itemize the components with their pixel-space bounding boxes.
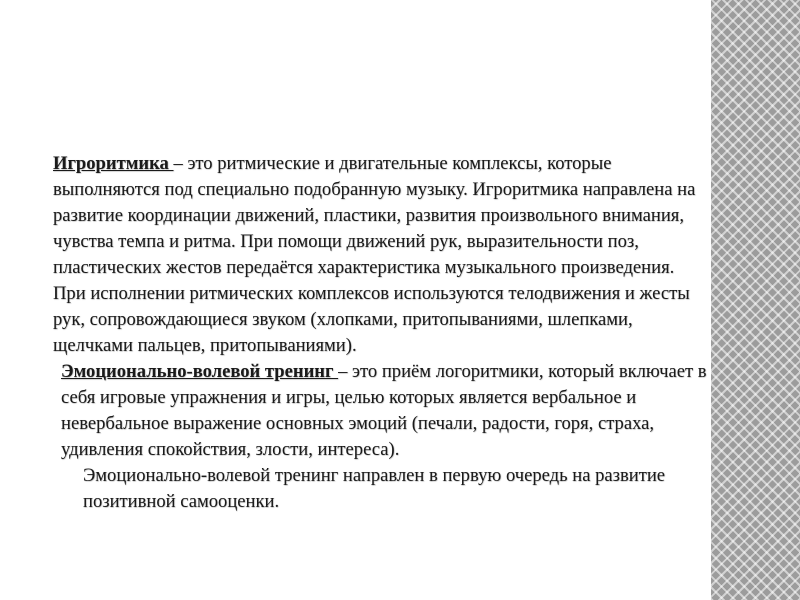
decorative-side-band (711, 0, 800, 600)
paragraph-training-goal (9, 463, 709, 515)
definition-igroritmika: – это ритмические и двигательные комплексы, которые выполняются под специально подобранную музыку. Игроритмика направлена на развитие координации движений, пластики, развития произвольного внимания, чувства темпа и ритма. При помощи движений рук, выразительности поз, пластических жестов передаётся характеристика музыкального произведения. При исполнении ритмических комплексов используются телодвижения и жесты рук, сопровождающиеся звуком (хлопками, притопываниями, шлепками, щелчками пальцев, притопываниями). (53, 153, 696, 356)
slide-body (9, 151, 709, 515)
definition-emotional-training: – это приём логоритмики, который включает в себя игровые упражнения и игры, целью которых является вербальное и невербальное выражение основных эмоций (печали, радости, горя, страха, удивления спокойствия, злости, интереса). (61, 361, 707, 460)
training-goal-text: Эмоционально-волевой тренинг направлен в первую очередь на развитие позитивной самооценки. (83, 465, 666, 512)
term-igroritmika: Игроритмика (53, 153, 174, 174)
term-emotional-training: Эмоционально-волевой тренинг (61, 361, 339, 382)
paragraph-emotional-training (9, 359, 709, 463)
paragraph-igroritmika (9, 151, 709, 359)
